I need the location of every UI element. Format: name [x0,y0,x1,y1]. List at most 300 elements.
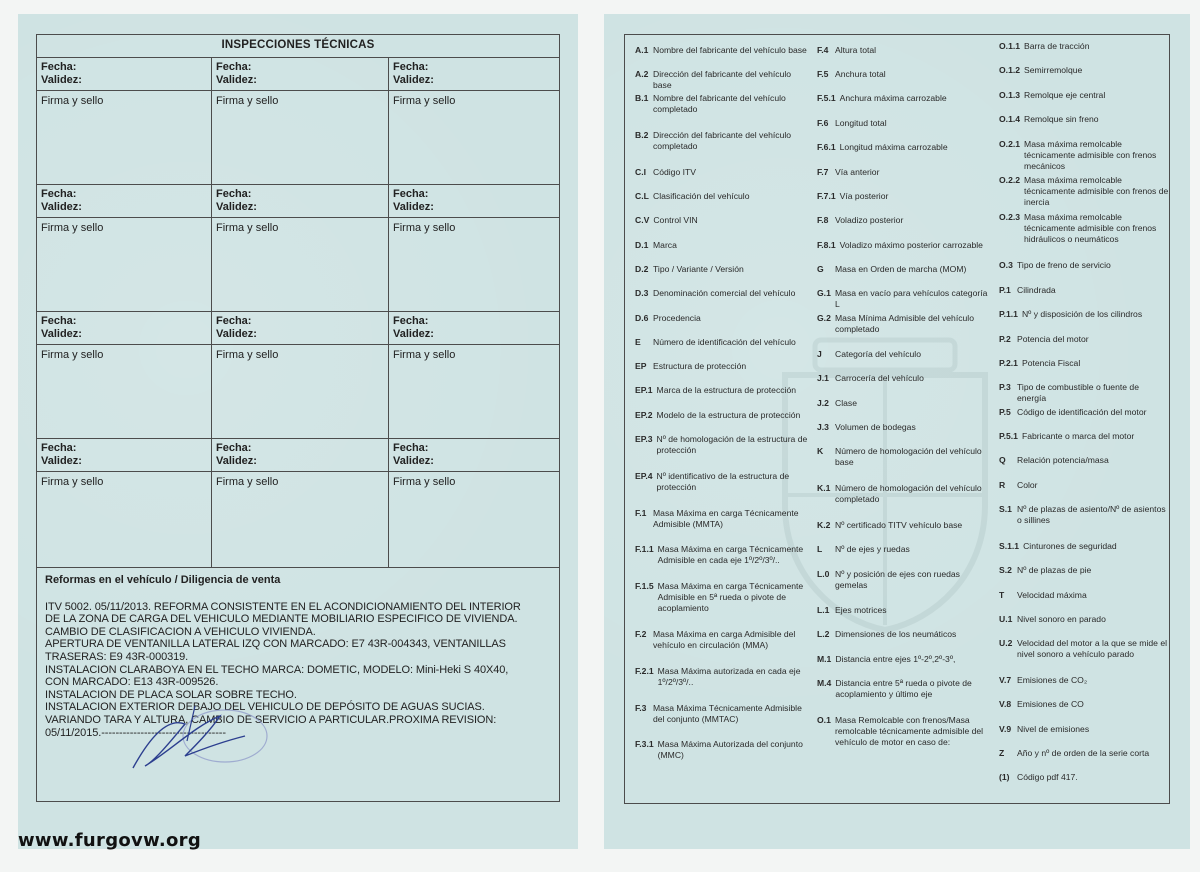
firma-label: Firma y sello [393,476,456,488]
reformas-section [37,568,559,745]
code-item [999,114,1169,125]
code-label: J.3 [817,422,829,432]
validez-label: Validez: [41,455,82,467]
code-description: Masa máxima remolcable técnicamente admisible con frenos mecánicos [1024,139,1157,171]
code-label: O.1 [817,715,831,725]
code-item [999,748,1169,759]
code-item [635,313,811,324]
code-description: Relación potencia/masa [1017,455,1109,465]
code-item [817,373,991,384]
code-label: G.2 [817,313,831,323]
code-description: Número de identificación del vehículo [653,337,796,347]
code-label: C.L [635,191,649,201]
code-description: Dirección del fabricante del vehículo base [653,69,792,90]
inspections-title: INSPECCIONES TÉCNICAS [37,35,559,58]
firma-label: Firma y sello [393,95,456,107]
fecha-label: Fecha: [216,188,252,200]
code-label: B.1 [635,93,649,103]
inspection-cell [212,58,389,184]
code-description: Nº de plazas de pie [1017,565,1092,575]
code-item [999,90,1169,101]
code-item [999,407,1169,418]
code-item [999,212,1169,245]
code-description: Fabricante o marca del motor [1021,431,1135,441]
fecha-label: Fecha: [41,315,77,327]
reformas-title: Reformas en el vehículo / Diligencia de venta [45,574,281,586]
fecha-label: Fecha: [393,188,429,200]
code-item [999,139,1169,172]
code-label: O.1.4 [999,114,1021,124]
code-description: Número de homologación del vehículo completado [835,483,982,504]
code-item [635,666,811,688]
code-item [999,614,1169,625]
code-label: F.3 [635,703,647,713]
code-label: EP [635,361,647,371]
code-description: Masa en Orden de marcha (MOM) [835,264,967,274]
code-description: Emisiones de CO [1017,699,1084,709]
code-item [817,215,991,226]
validez-label: Validez: [41,328,82,340]
code-description: Masa Máxima autorizada en cada eje 1º/2º/3º/.. [657,666,801,687]
code-label: F.1.1 [635,544,654,554]
code-description: Distancia entre 5ª rueda o pivote de acoplamiento y último eje [835,678,972,699]
fecha-label: Fecha: [41,442,77,454]
code-item [635,581,811,614]
code-label: D.1 [635,240,649,250]
code-description: Remolque eje central [1024,90,1106,100]
code-label: G.1 [817,288,831,298]
code-label: F.6.1 [817,142,836,152]
code-item [999,541,1169,552]
code-label: L.1 [817,605,830,615]
code-description: Cilindrada [1017,285,1056,295]
code-item [999,431,1169,442]
code-label: S.1.1 [999,541,1020,551]
code-label: F.1 [635,508,647,518]
code-description: Cinturones de seguridad [1023,541,1117,551]
fecha-label: Fecha: [41,61,77,73]
code-item [817,69,991,80]
inspection-head [37,439,211,472]
code-description: Nº y posición de ejes con ruedas gemelas [835,569,960,590]
code-item [999,65,1169,76]
code-label: E [635,337,641,347]
code-item [635,264,811,275]
inspection-head [389,58,559,91]
code-description: Masa máxima remolcable técnicamente admisible con frenos hidráulicos o neumáticos [1024,212,1157,244]
firma-label: Firma y sello [41,349,104,361]
code-label: O.3 [999,260,1013,270]
code-description: Masa Máxima en carga Técnicamente Admisible (MMTA) [653,508,799,529]
inspection-cell [389,312,559,438]
code-label: U.2 [999,638,1013,648]
code-description: Emisiones de CO₂ [1017,675,1088,685]
inspection-row [37,58,559,185]
code-label: F.6 [817,118,829,128]
inspection-head [212,312,388,345]
code-label: M.4 [817,678,832,688]
code-description: Masa máxima remolcable técnicamente admisible con frenos de inercia [1024,175,1169,207]
fecha-label: Fecha: [393,315,429,327]
code-description: Masa Mínima Admisible del vehículo completado [835,313,974,334]
code-item [817,167,991,178]
code-label: S.2 [999,565,1012,575]
code-description: Longitud total [835,118,887,128]
code-item [999,724,1169,735]
code-description: Distancia entre ejes 1º-2º,2º-3º, [835,654,956,664]
code-description: Remolque sin freno [1024,114,1099,124]
fecha-label: Fecha: [216,315,252,327]
code-description: Masa Remolcable con frenos/Masa remolcable técnicamente admisible del vehículo de motor en caso de: [835,715,984,747]
code-item [817,544,991,555]
code-label: F.8 [817,215,829,225]
code-item [999,565,1169,576]
inspection-head [389,312,559,345]
code-item [635,508,811,530]
firma-label: Firma y sello [216,349,279,361]
code-label: L [817,544,823,554]
code-item [999,309,1169,320]
code-label: D.6 [635,313,649,323]
code-label: F.7.1 [817,191,836,201]
code-label: F.7 [817,167,829,177]
code-description: Nivel de emisiones [1017,724,1090,734]
code-item [999,285,1169,296]
inspection-head [389,185,559,218]
code-item [635,69,811,91]
code-label: R [999,480,1006,490]
code-label: J [817,349,822,359]
code-description: Nombre del fabricante del vehículo base [653,45,807,55]
code-label: P.5.1 [999,431,1018,441]
code-item [999,382,1169,404]
code-label: P.5 [999,407,1011,417]
code-description: Masa Máxima Técnicamente Admisible del conjunto (MMTAC) [653,703,802,724]
code-item [635,703,811,725]
code-item [635,337,811,348]
inspection-head [389,439,559,472]
code-label: O.2.3 [999,212,1021,222]
code-label: D.3 [635,288,649,298]
code-label: A.2 [635,69,649,79]
code-item [817,240,991,251]
code-item [635,361,811,372]
firma-label: Firma y sello [216,222,279,234]
code-item [817,678,991,700]
code-description: Longitud máxima carrozable [839,142,948,152]
code-label: O.2.1 [999,139,1021,149]
code-description: Nº de ejes y ruedas [835,544,910,554]
inspection-cell [389,439,559,567]
code-item [817,483,991,505]
code-label: F.2.1 [635,666,654,676]
code-item [999,175,1169,208]
code-label: T [999,590,1005,600]
code-item [635,739,811,761]
code-item [817,349,991,360]
inspection-cell [37,185,212,311]
code-label: P.3 [999,382,1011,392]
code-item [635,288,811,299]
inspection-head [212,185,388,218]
code-description: Vía anterior [835,167,880,177]
code-item [999,638,1169,660]
code-label: V.7 [999,675,1012,685]
code-label: F.2 [635,629,647,639]
code-description: Control VIN [653,215,698,225]
code-item [635,410,811,421]
code-item [817,288,991,310]
fecha-label: Fecha: [216,442,252,454]
code-description: Nombre del fabricante del vehículo completado [653,93,786,114]
code-label: G [817,264,824,274]
code-item [635,434,811,456]
code-label: J.2 [817,398,829,408]
code-description: Dirección del fabricante del vehículo completado [653,130,792,151]
code-description: Nivel sonoro en parado [1017,614,1106,624]
code-item [635,385,811,396]
right-page [604,14,1190,849]
code-label: P.2 [999,334,1011,344]
inspection-head [37,58,211,91]
code-label: O.1.3 [999,90,1021,100]
code-label: Q [999,455,1006,465]
code-label: EP.1 [635,385,653,395]
validez-label: Validez: [393,455,434,467]
code-item [817,45,991,56]
code-item [817,313,991,335]
code-item [999,504,1169,526]
code-description: Nº y disposición de los cilindros [1021,309,1143,319]
code-item [999,455,1169,466]
code-item [999,772,1169,783]
code-item [817,629,991,640]
code-label: P.1.1 [999,309,1018,319]
fecha-label: Fecha: [216,61,252,73]
code-description: Velocidad del motor a la que se mide el nivel sonoro a vehículo parado [1017,638,1168,659]
validez-label: Validez: [393,328,434,340]
code-label: P.2.1 [999,358,1018,368]
code-label: A.1 [635,45,649,55]
code-label: M.1 [817,654,832,664]
firma-label: Firma y sello [41,95,104,107]
fecha-label: Fecha: [393,61,429,73]
inspections-frame [36,34,560,802]
code-label: F.5 [817,69,829,79]
code-item [999,260,1169,271]
code-item [817,569,991,591]
code-label: Z [999,748,1005,758]
code-description: Masa en vacío para vehículos categoría L [835,288,988,309]
inspection-cell [212,439,389,567]
code-description: Anchura máxima carrozable [839,93,947,103]
code-label: F.4 [817,45,829,55]
code-item [817,605,991,616]
code-item [817,654,991,665]
code-description: Denominación comercial del vehículo [653,288,796,298]
code-description: Marca [653,240,677,250]
code-item [635,544,811,566]
code-item [635,45,811,56]
code-label: EP.2 [635,410,653,420]
code-description: Tipo / Variante / Versión [653,264,744,274]
code-description: Estructura de protección [653,361,747,371]
code-description: Código de identificación del motor [1017,407,1147,417]
code-description: Vía posterior [839,191,889,201]
code-description: Ejes motrices [835,605,887,615]
code-label: O.1.1 [999,41,1021,51]
validez-label: Validez: [41,74,82,86]
code-item [635,167,811,178]
code-description: Año y nº de orden de la serie corta [1017,748,1150,758]
code-item [635,130,811,152]
firma-label: Firma y sello [41,476,104,488]
code-label: S.1 [999,504,1012,514]
code-label: L.0 [817,569,830,579]
inspection-head [37,312,211,345]
code-description: Masa Máxima en carga Técnicamente Admisible en cada eje 1º/2º/3º/.. [657,544,804,565]
code-item [817,191,991,202]
code-item [635,471,811,493]
validez-label: Validez: [393,74,434,86]
code-label: P.1 [999,285,1011,295]
code-label: K.2 [817,520,831,530]
code-description: Potencia del motor [1017,334,1089,344]
code-label: V.9 [999,724,1012,734]
inspection-cell [212,312,389,438]
code-item [999,334,1169,345]
fecha-label: Fecha: [41,188,77,200]
code-description: Categoría del vehículo [835,349,921,359]
code-label: C.V [635,215,650,225]
code-description: Clasificación del vehículo [653,191,750,201]
inspection-head [212,439,388,472]
code-label: F.5.1 [817,93,836,103]
code-item [635,215,811,226]
code-description: Nº de plazas de asiento/Nº de asientos o sillines [1017,504,1166,525]
code-description: Anchura total [835,69,886,79]
code-item [999,590,1169,601]
inspection-row [37,185,559,312]
inspection-cell [37,58,212,184]
code-description: Nº certificado TITV vehículo base [835,520,963,530]
firma-label: Firma y sello [393,349,456,361]
code-description: Voladizo posterior [835,215,904,225]
validez-label: Validez: [41,201,82,213]
code-description: Dimensiones de los neumáticos [835,629,957,639]
code-description: Procedencia [653,313,701,323]
inspection-cell [389,58,559,184]
code-label: C.I [635,167,646,177]
code-description: Volumen de bodegas [835,422,916,432]
code-label: EP.4 [635,471,653,481]
firma-label: Firma y sello [41,222,104,234]
code-item [817,93,991,104]
code-description: Modelo de la estructura de protección [656,410,801,420]
code-label: U.1 [999,614,1013,624]
code-description: Voladizo máximo posterior carrozable [839,240,983,250]
code-item [817,264,991,275]
code-description: Barra de tracción [1024,41,1090,51]
code-description: Nº identificativo de la estructura de protección [656,471,790,492]
code-label: V.8 [999,699,1012,709]
code-description: Código pdf 417. [1017,772,1078,782]
code-label: F.1.5 [635,581,654,591]
validez-label: Validez: [216,201,257,213]
code-item [817,118,991,129]
code-label: (1) [999,772,1010,782]
firma-label: Firma y sello [216,476,279,488]
code-label: O.2.2 [999,175,1021,185]
code-description: Color [1017,480,1038,490]
validez-label: Validez: [216,455,257,467]
inspection-cell [37,439,212,567]
code-item [635,240,811,251]
code-item [635,191,811,202]
inspection-head [212,58,388,91]
codes-frame [624,34,1170,804]
code-label: F.8.1 [817,240,836,250]
code-description: Masa Máxima Autorizada del conjunto (MMC) [657,739,803,760]
validez-label: Validez: [216,74,257,86]
fecha-label: Fecha: [393,442,429,454]
code-item [999,480,1169,491]
code-item [817,398,991,409]
code-item [635,629,811,651]
code-description: Número de homologación del vehículo base [835,446,982,467]
validez-label: Validez: [216,328,257,340]
code-description: Clase [835,398,857,408]
site-watermark: www.furgovw.org [18,830,202,851]
code-description: Tipo de freno de servicio [1017,260,1111,270]
code-description: Semirremolque [1024,65,1083,75]
code-description: Tipo de combustible o fuente de energía [1017,382,1139,403]
code-label: O.1.2 [999,65,1021,75]
inspection-cell [37,312,212,438]
code-label: K.1 [817,483,831,493]
code-description: Nº de homologación de la estructura de protección [656,434,808,455]
reformas-text: ITV 5002. 05/11/2013. REFORMA CONSISTENTE EN EL ACONDICIONAMIENTO DEL INTERIOR DE LA ZONA DE CARGA DEL VEHICULO MEDIANTE MOBILIARIO ESPECIFICO DE VIVIENDA. CAMBIO DE CLASIFICACION A VEHICULO VIVIENDA. APERTURA DE VENTANILLA LATERAL IZQ CON MARCADO: E7 43R-004343, VENTANILLAS TRASERAS: E9 43R-000319. INSTALACION CLARABOYA EN EL TECHO MARCA: DOMETIC, MODELO: Mini-Heki S 40X40, CON MARCADO: E13 43R-009526. INSTALACION DE PLACA SOLAR SOBRE TECHO. INSTALACION EXTERIOR DEBAJO DEL VEHICULO DE DEPÓSITO DE AGUAS SUCIAS. VARIANDO TARA Y ALTURA, CAMBIO DE SERVICIO A PARTICULAR.PROXIMA REVISION: 05/11/2015.----------------------------------- [45,600,521,739]
code-item [999,699,1169,710]
left-page [18,14,578,849]
code-label: J.1 [817,373,829,383]
code-item [999,675,1169,686]
code-item [999,41,1169,52]
code-description: Carrocería del vehículo [835,373,924,383]
inspection-cell [212,185,389,311]
code-description: Masa Máxima en carga Admisible del vehículo en circulación (MMA) [653,629,796,650]
code-label: K [817,446,824,456]
code-description: Altura total [835,45,877,55]
inspection-cell [389,185,559,311]
inspection-row [37,439,559,568]
code-label: F.3.1 [635,739,654,749]
code-item [817,446,991,468]
firma-label: Firma y sello [393,222,456,234]
code-item [817,142,991,153]
code-item [635,93,811,115]
code-item [999,358,1169,369]
code-label: L.2 [817,629,830,639]
code-item [817,422,991,433]
code-description: Velocidad máxima [1017,590,1087,600]
validez-label: Validez: [393,201,434,213]
code-description: Masa Máxima en carga Técnicamente Admisible en 5ª rueda o pivote de acoplamiento [657,581,804,613]
code-description: Potencia Fiscal [1021,358,1081,368]
inspection-row [37,312,559,439]
code-label: B.2 [635,130,649,140]
code-item [817,715,991,748]
